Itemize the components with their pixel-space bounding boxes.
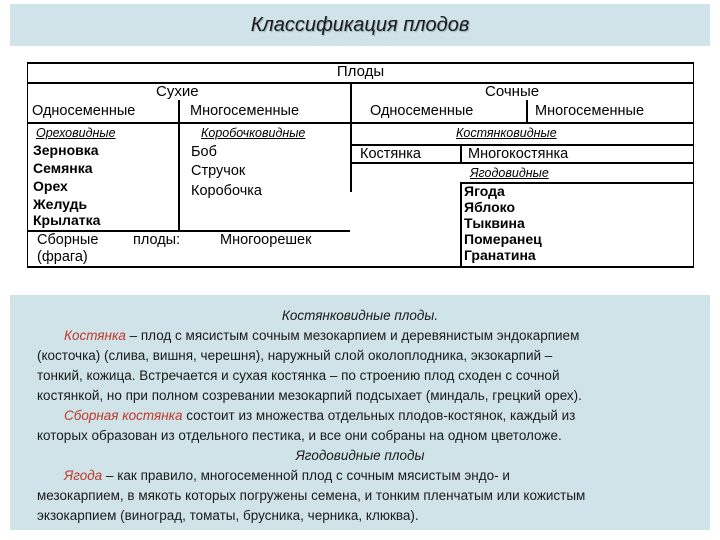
drupe-divider bbox=[460, 144, 462, 162]
drupe-label: Костянка bbox=[360, 146, 421, 162]
text-span: состоит из множества отдельных плодов-костянок, каждый из bbox=[182, 408, 576, 423]
classification-scheme bbox=[27, 62, 694, 268]
text-line: экзокарпием (виноград, томаты, брусника, черника, клюква). bbox=[37, 508, 419, 523]
text-line bbox=[64, 408, 575, 423]
description-panel bbox=[10, 295, 710, 530]
text-span: – плод с мясистым сочным мезокарпием и деревянистым эндокарпием bbox=[125, 328, 580, 343]
text-line: костянкой, но при полном созревании мезокарпий подсыхает (миндаль, грецкий орех). bbox=[37, 388, 582, 403]
scheme-bottom-border bbox=[28, 266, 693, 268]
drupe-group-label: Костянковидные bbox=[456, 126, 557, 140]
berry-item: Гранатина bbox=[464, 247, 536, 263]
aggregate-label: Многоорешек bbox=[220, 232, 312, 248]
box-item: Боб bbox=[191, 144, 217, 160]
title-bar bbox=[10, 4, 710, 46]
nut-item: Семянка bbox=[33, 160, 93, 176]
text-line: которых образован из отдельного пестика, и все они собраны на одном цветоложе. bbox=[37, 428, 562, 443]
nut-item: Желудь bbox=[33, 196, 88, 212]
dry-label: Сухие bbox=[156, 83, 199, 100]
box-item: Стручок bbox=[191, 163, 246, 179]
berry-group-label: Ягодовидные bbox=[470, 166, 549, 180]
drupe-heading: Костянковидные плоды. bbox=[281, 308, 439, 323]
dry-type-divider bbox=[178, 100, 180, 122]
juicy-single-label: Односеменные bbox=[370, 103, 474, 119]
aggregate-label: плоды: bbox=[133, 232, 181, 248]
drupe-term: Костянка bbox=[64, 328, 126, 343]
berry-item: Померанец bbox=[464, 231, 542, 247]
aggregate-label: Сборные bbox=[37, 232, 99, 248]
drupe-bottom-line bbox=[350, 162, 693, 164]
berry-heading: Ягодовидные плоды bbox=[295, 448, 425, 463]
scheme-subtype-divider bbox=[28, 122, 693, 124]
nut-item: Орех bbox=[33, 178, 68, 194]
multi-drupe-label: Многокостянка bbox=[468, 146, 569, 162]
scheme-root-divider bbox=[28, 82, 693, 84]
nut-item: Крылатка bbox=[33, 212, 101, 228]
juicy-multi-label: Многосеменные bbox=[535, 103, 645, 119]
page-title: Классификация плодов bbox=[250, 13, 470, 36]
text-line: (косточка) (слива, вишня, черешня), наружный слой околоплодника, экзокарпий – bbox=[37, 348, 553, 363]
text-line: тонкий, кожица. Встречается и сухая костянка – по строению плод сходен с сочной bbox=[37, 368, 560, 383]
box-group-label: Коробочковидные bbox=[201, 126, 306, 140]
berry-item: Яблоко bbox=[464, 199, 515, 215]
box-item: Коробочка bbox=[191, 183, 262, 199]
dry-single-label: Односеменные bbox=[32, 103, 136, 119]
berry-left-line bbox=[460, 182, 462, 266]
aggregate-drupe-term: Сборная костянка bbox=[64, 408, 183, 423]
text-line: мезокарпием, в мякоть которых погружены семена, и тонким пленчатым или кожистым bbox=[37, 488, 586, 503]
berry-item: Тыквина bbox=[464, 215, 525, 231]
aggregate-label: (фрага) bbox=[37, 249, 88, 265]
berry-term: Ягода bbox=[64, 468, 103, 483]
nut-group-label: Ореховидные bbox=[36, 126, 116, 140]
juicy-type-divider bbox=[526, 100, 528, 122]
root-label: Плоды bbox=[336, 63, 385, 80]
dry-juicy-divider bbox=[350, 82, 352, 192]
nut-item: Зерновка bbox=[33, 142, 99, 158]
dry-column-divider bbox=[178, 122, 180, 230]
berry-item: Ягода bbox=[464, 183, 505, 199]
dry-multi-label: Многосеменные bbox=[190, 103, 300, 119]
text-line bbox=[64, 328, 579, 343]
juicy-label: Сочные bbox=[485, 83, 540, 100]
text-line bbox=[64, 468, 510, 483]
text-span: – как правило, многосеменной плод с сочным мясистым эндо- и bbox=[102, 468, 510, 483]
